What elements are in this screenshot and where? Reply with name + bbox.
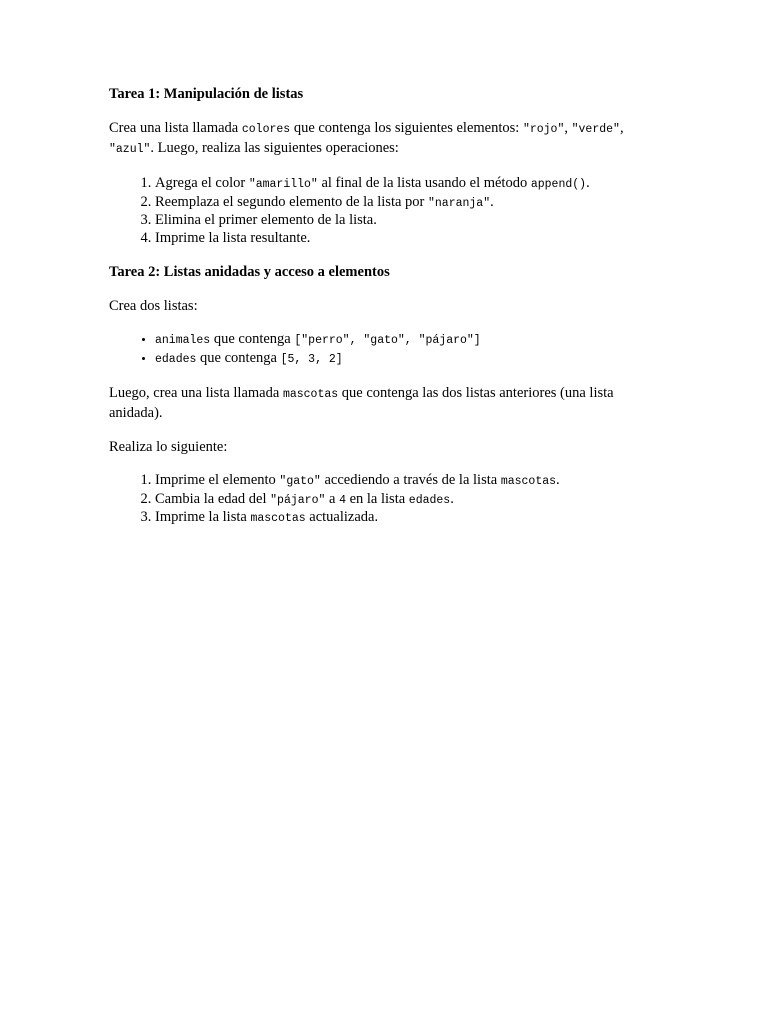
task2-step-text: Imprime el elemento (155, 472, 280, 488)
task2-bullet-code: animales (155, 334, 211, 347)
task2-intro (109, 297, 669, 315)
task2-step-code: 4 (339, 493, 346, 507)
task1-intro-text: Crea una lista llamada (109, 120, 242, 136)
task2-step-text: . (450, 490, 454, 507)
task1-intro-text: , (619, 120, 624, 136)
task2-step (155, 491, 669, 510)
task1-intro-code: colores (241, 123, 291, 136)
task2-step-text: . (556, 472, 560, 488)
task2-bullet (155, 350, 669, 369)
task2-realiza (109, 438, 669, 456)
task2-step-text: accediendo a través de la lista (320, 472, 501, 488)
task2-step-code: edades (408, 493, 451, 507)
task2-step-code: "gato" (279, 475, 321, 488)
task2-step-text: Imprime la lista (155, 509, 251, 525)
task2-nested-paragraph-text: que contenga las dos listas anteriores (una lista anidada). (109, 385, 614, 421)
task2-step (155, 509, 669, 528)
task1-step-text: . (586, 175, 590, 191)
task1-step-text: Elimina el primer elemento de la lista. (155, 212, 377, 228)
task1-step-text: Reemplaza el segundo elemento de la lista por (155, 193, 428, 210)
task2-step-code: mascotas (500, 475, 557, 488)
task1-intro-text: que contenga los siguientes elementos: (290, 120, 523, 136)
task2-step-text: actualizada. (305, 509, 379, 525)
task2-bullet-code: edades (155, 352, 197, 366)
task1-intro (109, 119, 669, 159)
task2-step-text: a (325, 490, 340, 507)
task2-step (155, 472, 669, 491)
task1-step-text: al final de la lista usando el método (317, 175, 531, 191)
task2-realiza-text: Realiza lo siguiente: (109, 439, 228, 455)
task2-nested-paragraph (109, 384, 669, 422)
task2-heading: Tarea 2: Listas anidadas y acceso a elementos (109, 264, 390, 280)
task2-bullet-code: [5, 3, 2] (280, 352, 343, 366)
task1-step-text: . (490, 193, 494, 210)
task2-step-code: mascotas (250, 512, 306, 525)
task2-step-code: "pájaro" (270, 493, 326, 507)
task1-step-text: Imprime la lista resultante. (155, 229, 311, 246)
task1-step-code: "amarillo" (248, 178, 318, 191)
task1-intro-code: "rojo" (522, 123, 565, 136)
task2-step-text: en la lista (345, 490, 409, 507)
task1-step-text: Agrega el color (155, 175, 249, 191)
task1-step (155, 175, 669, 194)
task1-step-code: append() (530, 178, 587, 191)
task2-step-text: Cambia la edad del (155, 490, 271, 507)
task1-step (155, 212, 669, 230)
task1-heading: Tarea 1: Manipulación de listas (109, 86, 304, 102)
task2-bullet-text: que contenga (210, 331, 295, 347)
task2-bullets (109, 331, 669, 368)
task2-steps (109, 472, 669, 528)
task1-intro-text: . Luego, realiza las siguientes operaciones: (150, 140, 399, 156)
task1-steps (109, 175, 669, 247)
task1-step (155, 194, 669, 213)
task2-bullet-text: que contenga (196, 349, 281, 366)
document-page (109, 85, 669, 528)
task1-intro-text: , (564, 120, 572, 136)
task1-step-code: "naranja" (428, 196, 491, 210)
task1-step (155, 230, 669, 248)
task1-intro-code: "azul" (109, 143, 151, 156)
task2-intro-text: Crea dos listas: (109, 298, 198, 314)
task1-intro-code: "verde" (571, 123, 620, 136)
task2-nested-paragraph-text: Luego, crea una lista llamada (109, 385, 283, 401)
task2-bullet (155, 331, 669, 350)
task2-bullet-code: ["perro", "gato", "pájaro"] (294, 334, 481, 347)
task2-nested-paragraph-code: mascotas (282, 388, 339, 401)
